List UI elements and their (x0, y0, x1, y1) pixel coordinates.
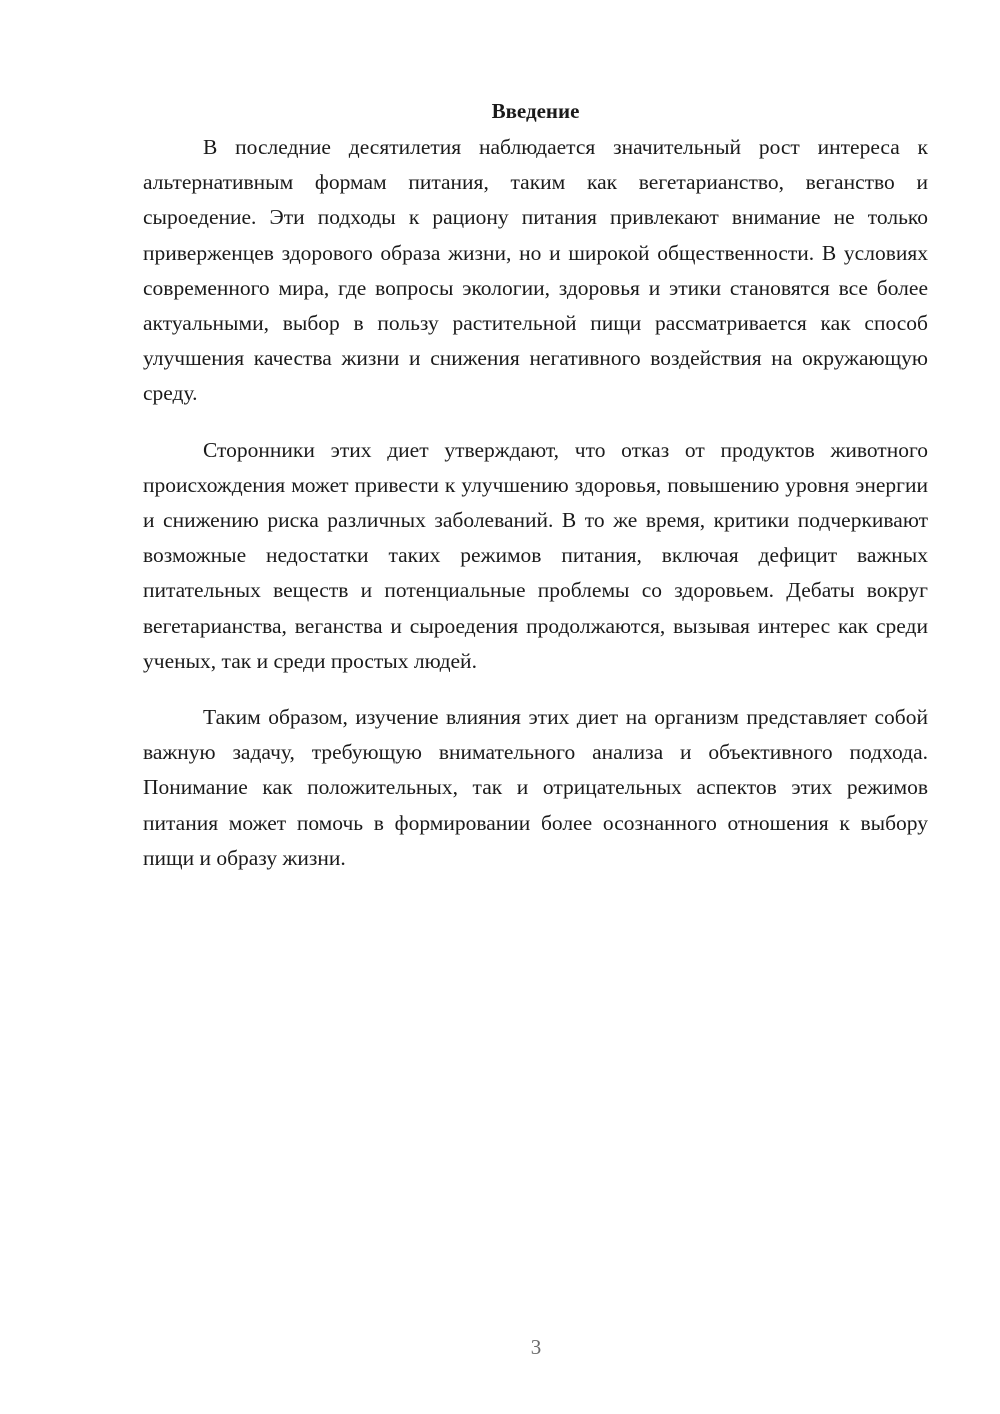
paragraph-1: В последние десятилетия наблюдается значительный рост интереса к альтернативным формам питания, таким как вегетарианство, веганство и сыроедение. Эти подходы к рациону питания привлекают внимание не только приверженцев здорового образа жизни, но и широкой общественности. В условиях современного мира, где вопросы экологии, здоровья и этики становятся все более актуальными, выбор в пользу растительной пищи рассматривается как способ улучшения качества жизни и снижения негативного воздействия на окружающую среду. (143, 135, 928, 406)
paragraph-3: Таким образом, изучение влияния этих диет на организм представляет собой важную задачу, требующую внимательного анализа и объективного подхода. Понимание как положительных, так и отрицательных аспектов этих режимов питания может помочь в формировании более осознанного отношения к выбору пищи и образу жизни. (143, 705, 928, 870)
page-content (143, 96, 928, 897)
page-number: 3 (530, 1335, 542, 1359)
section-heading: Введение (491, 99, 580, 123)
paragraph-2: Сторонники этих диет утверждают, что отказ от продуктов животного происхождения может привести к улучшению здоровья, повышению уровня энергии и снижению риска различных заболеваний. В то же время, критики подчеркивают возможные недостатки таких режимов питания, включая дефицит важных питательных веществ и потенциальные проблемы со здоровьем. Дебаты вокруг вегетарианства, веганства и сыроедения продолжаются, вызывая интерес как среди ученых, так и среди простых людей. (143, 437, 928, 673)
